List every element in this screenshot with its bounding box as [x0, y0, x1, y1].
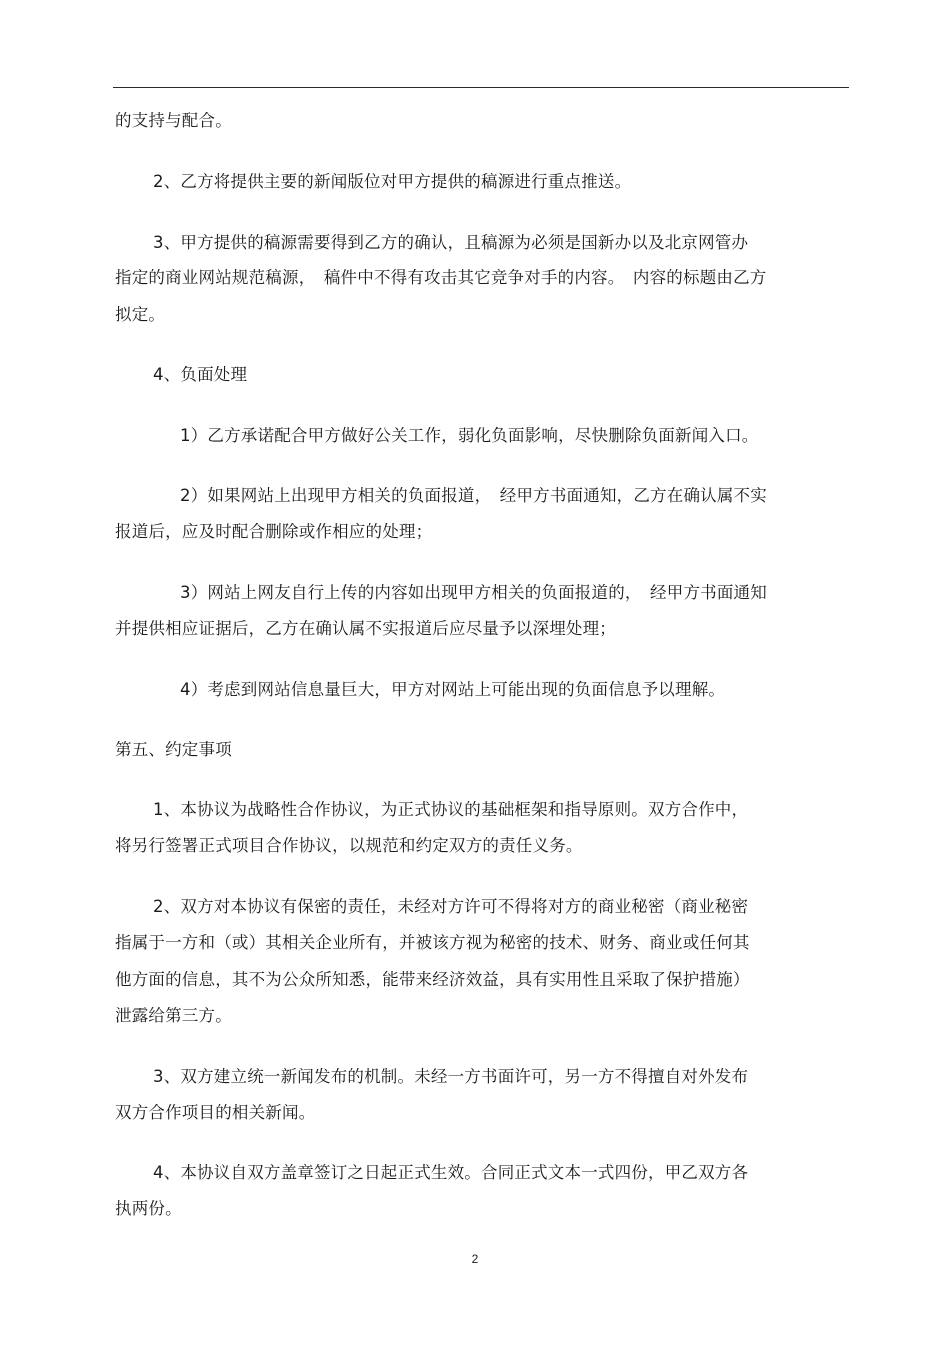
section-heading: 第五、约定事项: [115, 740, 232, 759]
text-line: 他方面的信息，其不为公众所知悉，能带来经济效益，具有实用性且采取了保护措施）: [115, 970, 750, 989]
text-line: 指属于一方和（或）其相关企业所有，并被该方视为秘密的技术、财务、商业或任何其: [115, 933, 750, 952]
page-number: 2: [471, 1252, 479, 1266]
text-line: 泄露给第三方。: [115, 1006, 232, 1025]
text-line: 指定的商业网站规范稿源， 稿件中不得有攻击其它竞争对手的内容。 内容的标题由乙方: [115, 268, 767, 287]
text-line: 并提供相应证据后，乙方在确认属不实报道后应尽量予以深埋处理；: [115, 619, 616, 638]
text-line: 3、双方建立统一新闻发布的机制。未经一方书面许可，另一方不得擅自对外发布: [153, 1067, 749, 1086]
text-line: 4）考虑到网站信息量巨大，甲方对网站上可能出现的负面信息予以理解。: [180, 680, 726, 699]
text-line: 2）如果网站上出现甲方相关的负面报道， 经甲方书面通知，乙方在确认属不实: [180, 486, 767, 505]
text-line: 双方合作项目的相关新闻。: [115, 1103, 316, 1122]
text-line: 4、负面处理: [153, 365, 248, 384]
text-line: 的支持与配合。: [115, 111, 232, 130]
text-line: 2、双方对本协议有保密的责任，未经对方许可不得将对方的商业秘密（商业秘密: [153, 897, 749, 916]
text-line: 报道后，应及时配合删除或作相应的处理；: [115, 522, 433, 541]
text-line: 1）乙方承诺配合甲方做好公关工作，弱化负面影响，尽快删除负面新闻入口。: [180, 426, 759, 445]
text-line: 1、本协议为战略性合作协议，为正式协议的基础框架和指导原则。双方合作中，: [153, 800, 749, 819]
text-line: 将另行签署正式项目合作协议，以规范和约定双方的责任义务。: [115, 836, 583, 855]
text-line: 4、本协议自双方盖章签订之日起正式生效。合同正式文本一式四份，甲乙双方各: [153, 1163, 749, 1182]
text-line: 3、甲方提供的稿源需要得到乙方的确认，且稿源为必须是国新办以及北京网管办: [153, 233, 749, 252]
text-line: 2、乙方将提供主要的新闻版位对甲方提供的稿源进行重点推送。: [153, 172, 632, 191]
text-line: 拟定。: [115, 305, 166, 324]
header-rule: [113, 87, 849, 88]
text-line: 执两份。: [115, 1199, 182, 1218]
text-line: 3）网站上网友自行上传的内容如出现甲方相关的负面报道的， 经甲方书面通知: [180, 583, 767, 602]
